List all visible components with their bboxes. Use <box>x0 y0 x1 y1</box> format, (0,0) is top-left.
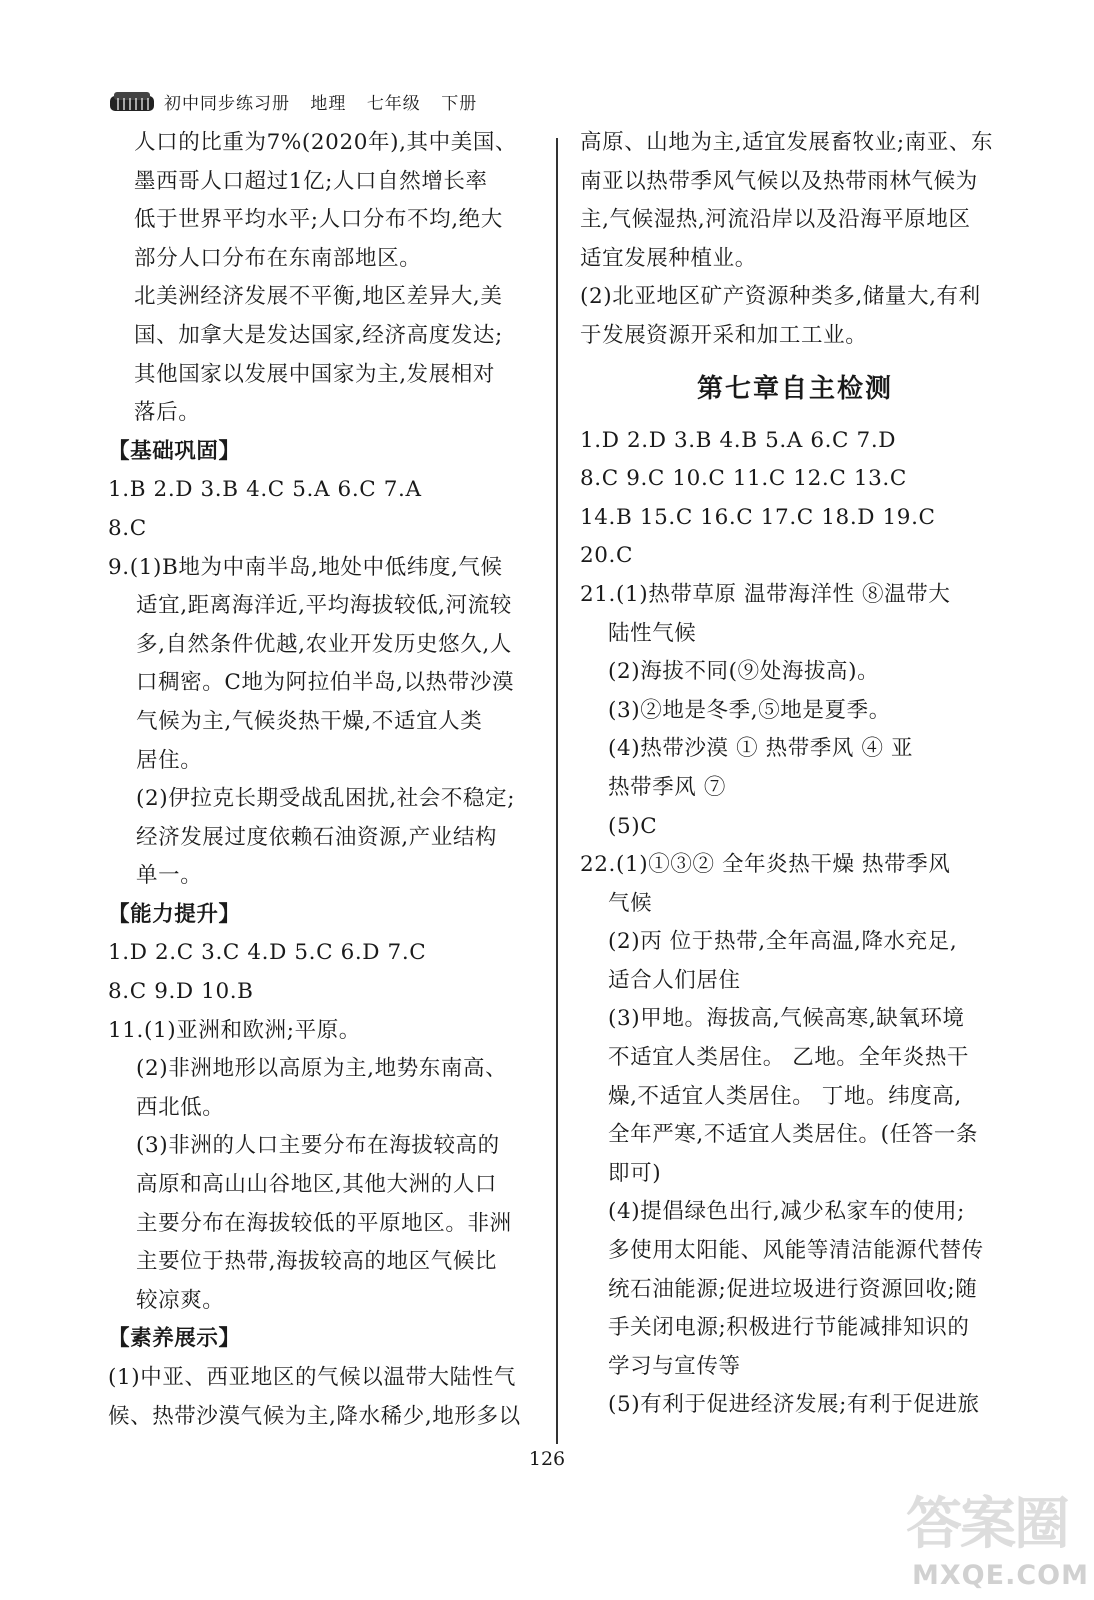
answer-line: 8.C 9.C 10.C 11.C 12.C 13.C <box>580 466 907 492</box>
answer-line: 气候 <box>608 890 653 916</box>
answer-line: (2)丙 位于热带,全年高温,降水充足, <box>608 929 958 955</box>
answer-line: (3)②地是冬季,⑤地是夏季。 <box>608 697 891 723</box>
answer-line: 适合人们居住 <box>608 967 741 993</box>
answer-line: (2)非洲地形以高原为主,地势东南高、 <box>136 1056 508 1082</box>
answer-line: 即可) <box>608 1160 662 1186</box>
book-logo-icon <box>108 86 156 114</box>
answer-line: 高原和高山山谷地区,其他大洲的人口 <box>136 1172 498 1198</box>
answer-line: (2)北亚地区矿产资源种类多,储量大,有利 <box>580 284 981 310</box>
answer-line: 8.C 9.D 10.B <box>108 979 254 1005</box>
answer-line: (3)非洲的人口主要分布在海拔较高的 <box>136 1133 500 1159</box>
chapter-test-answers <box>580 422 1010 1425</box>
answer-line: 主,气候湿热,河流沿岸以及沿海平原地区 <box>580 207 971 233</box>
answer-line: 不适宜人类居住。 乙地。全年炎热干 <box>608 1045 970 1071</box>
answer-line: 墨西哥人口超过1亿;人口自然增长率 <box>134 168 488 194</box>
answer-line: 主要分布在海拔较低的平原地区。非洲 <box>136 1210 512 1236</box>
header-series: 初中同步练习册 <box>164 94 290 114</box>
answer-line: 14.B 15.C 16.C 17.C 18.D 19.C <box>580 504 936 530</box>
answer-line: 适宜,距离海洋近,平均海拔较低,河流较 <box>136 593 512 619</box>
answer-line: 人口的比重为7%(2020年),其中美国、 <box>134 130 518 155</box>
answer-line: 北美洲经济发展不平衡,地区差异大,美 <box>134 284 503 310</box>
answer-line: 口稠密。C地为阿拉伯半岛,以热带沙漠 <box>136 670 515 696</box>
answer-line: 全年严寒,不适宜人类居住。(任答一条 <box>608 1122 979 1148</box>
answer-line: 陆性气候 <box>608 620 697 646</box>
answer-line: 手关闭电源;积极进行节能减排知识的 <box>608 1315 970 1341</box>
answer-line: (5)C <box>608 813 658 839</box>
answer-line: 居住。 <box>136 747 203 773</box>
answer-line: 21.(1)热带草原 温带海洋性 ⑧温带大 <box>580 581 951 607</box>
answer-line: 8.C <box>108 515 147 541</box>
answer-line: (4)热带沙漠 ① 热带季风 ④ 亚 <box>608 736 914 762</box>
answer-line: 于发展资源开采和加工工业。 <box>580 322 868 348</box>
answer-line: 经济发展过度依赖石油资源,产业结构 <box>136 824 498 850</box>
answer-line: 20.C <box>580 543 634 569</box>
answer-line: 南亚以热带季风气候以及热带雨林气候为 <box>580 168 978 194</box>
answer-line: 适宜发展种植业。 <box>580 245 757 271</box>
answer-line: (4)提倡绿色出行,减少私家车的使用; <box>608 1199 965 1225</box>
answer-line: 国、加拿大是发达国家,经济高度发达; <box>134 322 503 348</box>
chapter-title: 第七章自主检测 <box>696 373 893 404</box>
answer-line: 候、热带沙漠气候为主,降水稀少,地形多以 <box>108 1403 521 1429</box>
watermark-mark: 答案圈 <box>906 1492 1068 1557</box>
answer-line: 燥,不适宜人类居住。 丁地。纬度高, <box>608 1083 962 1109</box>
answer-line: 热带季风 ⑦ <box>608 774 726 800</box>
watermark <box>898 1478 1089 1594</box>
answer-line: 西北低。 <box>136 1094 225 1120</box>
page-number: 126 <box>528 1448 566 1470</box>
answer-line: 多使用太阳能、风能等清洁能源代替传 <box>608 1238 984 1264</box>
answer-line: 22.(1)①③② 全年炎热干燥 热带季风 <box>580 852 951 878</box>
answer-line: 其他国家以发展中国家为主,发展相对 <box>134 361 496 387</box>
answer-line: 多,自然条件优越,农业开发历史悠久,人 <box>136 631 512 657</box>
answer-line: 部分人口分布在东南部地区。 <box>134 245 422 271</box>
answer-line: 单一。 <box>136 863 203 889</box>
answer-line: 气候为主,气候炎热干燥,不适宜人类 <box>136 708 483 734</box>
answer-line: (3)甲地。海拔高,气候高寒,缺氧环境 <box>608 1006 965 1032</box>
answer-line: 1.D 2.D 3.B 4.B 5.A 6.C 7.D <box>580 427 897 453</box>
section-heading: 【素养展示】 <box>108 1326 241 1352</box>
answer-line: 11.(1)亚洲和欧洲;平原。 <box>108 1017 361 1043</box>
section-heading: 【基础巩固】 <box>108 438 241 464</box>
answer-line: 1.D 2.C 3.C 4.D 5.C 6.D 7.C <box>108 940 427 966</box>
answer-line: 9.(1)B地为中南半岛,地处中低纬度,气候 <box>108 554 503 580</box>
answer-line: 统石油能源;促进垃圾进行资源回收;随 <box>608 1276 978 1302</box>
answer-line: (2)伊拉克长期受战乱困扰,社会不稳定; <box>136 786 516 812</box>
watermark-domain: MXQE.COM <box>912 1560 1089 1591</box>
answer-line: (1)中亚、西亚地区的气候以温带大陆性气 <box>108 1365 516 1390</box>
left-column <box>108 124 548 1436</box>
answer-line: 1.B 2.D 3.B 4.C 5.A 6.C 7.A <box>108 477 422 503</box>
answer-line: 高原、山地为主,适宜发展畜牧业;南亚、东 <box>580 130 994 155</box>
column-divider <box>556 138 558 1444</box>
header-subject: 地理 <box>310 94 347 114</box>
page-header <box>108 86 508 116</box>
header-grade: 七年级 <box>366 94 421 114</box>
header-volume: 下册 <box>441 94 478 114</box>
section-heading: 【能力提升】 <box>108 901 241 927</box>
right-top-answers <box>580 124 1010 356</box>
answer-line: (5)有利于促进经济发展;有利于促进旅 <box>608 1392 980 1418</box>
answer-line: (2)海拔不同(⑨处海拔高)。 <box>608 659 880 685</box>
answer-line: 主要位于热带,海拔较高的地区气候比 <box>136 1249 498 1275</box>
answer-line: 较凉爽。 <box>136 1287 225 1313</box>
right-column <box>580 124 1010 1425</box>
answer-line: 落后。 <box>134 400 201 426</box>
answer-line: 学习与宣传等 <box>608 1353 741 1379</box>
answer-line: 低于世界平均水平;人口分布不均,绝大 <box>134 207 503 233</box>
